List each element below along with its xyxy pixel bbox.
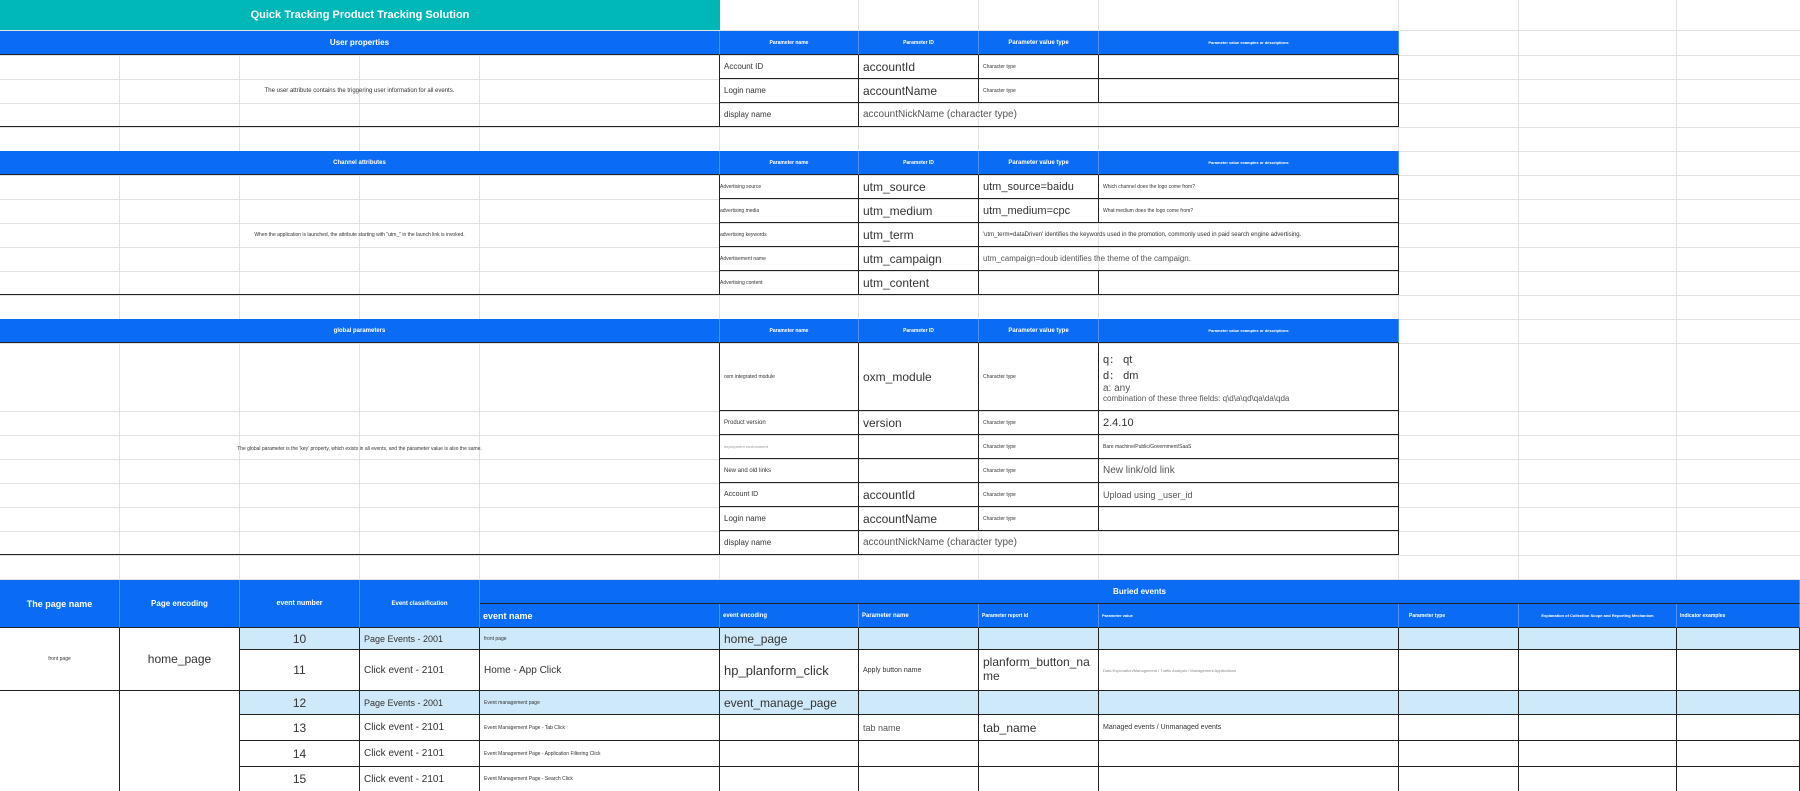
event-param-name: Apply button name [859, 650, 979, 691]
global-param-example: Upload using _user_id [1099, 483, 1399, 507]
event-param-type [1399, 650, 1519, 691]
global-param-name: Product version [720, 411, 859, 435]
user-prop-type: Character type [979, 79, 1099, 103]
example-line: a: any [1103, 382, 1131, 394]
event-param-type [1399, 691, 1519, 715]
channel-name: Advertising source [720, 175, 859, 199]
user-properties-description: The user attribute contains the triggering user information for all events. [0, 55, 720, 127]
event-classification: Click event - 2101 [360, 650, 480, 691]
global-param-name: New and old links [720, 459, 859, 483]
event-param-name: tab name [859, 715, 979, 741]
global-param-example [1099, 507, 1399, 531]
user-prop-id: accountId [859, 55, 979, 79]
global-param-example: 2.4.10 [1099, 411, 1399, 435]
event-classification: Page Events - 2001 [360, 628, 480, 650]
col-parameter-id: Parameter ID [859, 31, 979, 55]
event-param-name [859, 628, 979, 650]
event-name: Home - App Click [480, 650, 720, 691]
col-parameter-value-examples: Parameter value examples or descriptions [1099, 31, 1399, 55]
event-name: Event Management Page - Search Click [480, 767, 720, 791]
global-param-name: oxm integrated module [720, 343, 859, 411]
event-param-report-id [979, 628, 1099, 650]
event-name: Event management page [480, 691, 720, 715]
col-parameter-value-type: Parameter value type [979, 151, 1099, 175]
event-param-value [1099, 691, 1399, 715]
global-parameters-header: global parameters [0, 319, 720, 343]
global-param-name: deployment environment [720, 435, 859, 459]
example-line: d： dm [1103, 369, 1139, 382]
col-collection-explanation: Explanation of Collection Scope and Reporting Mechanism [1519, 604, 1677, 628]
event-explanation [1519, 715, 1677, 741]
col-event-number: event number [240, 580, 360, 628]
event-param-type [1399, 741, 1519, 767]
sheet-title: Quick Tracking Product Tracking Solution [0, 0, 720, 30]
event-explanation [1519, 767, 1677, 791]
user-prop-example [1099, 79, 1399, 103]
channel-id: utm_content [859, 271, 979, 295]
event-param-value [1099, 628, 1399, 650]
global-param-name: display name [720, 531, 859, 555]
event-explanation [1519, 741, 1677, 767]
channel-type: utm_campaign=doub identifies the theme of the campaign. [979, 247, 1399, 271]
event-number: 12 [240, 691, 360, 715]
col-event-param-name: Parameter name [859, 604, 979, 628]
event-indicator [1677, 691, 1800, 715]
global-param-id: accountId [859, 483, 979, 507]
event-param-name [859, 691, 979, 715]
global-param-id [859, 435, 979, 459]
event-classification: Click event - 2101 [360, 767, 480, 791]
event-name: front page [480, 628, 720, 650]
page-encoding-event-management [120, 691, 240, 791]
channel-name: advertising keywords [720, 223, 859, 247]
col-parameter-value-examples: Parameter value examples or descriptions [1099, 151, 1399, 175]
page-name-event-management [0, 691, 120, 791]
event-indicator [1677, 741, 1800, 767]
page-name-front-page: front page [0, 628, 120, 691]
col-page-name: The page name [0, 580, 120, 628]
col-event-encoding: event encoding [720, 604, 859, 628]
global-param-name: Account ID [720, 483, 859, 507]
event-param-report-id [979, 767, 1099, 791]
event-indicator [1677, 767, 1800, 791]
event-param-report-id: planform_button_name [979, 650, 1099, 691]
global-param-name: Login name [720, 507, 859, 531]
event-indicator [1677, 628, 1800, 650]
event-param-value: Managed events / Unmanaged events [1099, 715, 1399, 741]
event-classification: Click event - 2101 [360, 715, 480, 741]
event-classification: Page Events - 2001 [360, 691, 480, 715]
event-name: Event Management Page - Application Filtering Click [480, 741, 720, 767]
col-parameter-value-type: Parameter value type [979, 319, 1099, 343]
event-param-value [1099, 741, 1399, 767]
global-param-type: Character type [979, 411, 1099, 435]
event-indicator [1677, 715, 1800, 741]
col-param-value: Parameter value [1099, 604, 1399, 628]
event-encoding: home_page [720, 628, 859, 650]
event-param-value: Data Exploration/Management / Traffic Analysis / Management Applications [1099, 650, 1399, 691]
event-encoding [720, 715, 859, 741]
event-number: 11 [240, 650, 360, 691]
user-prop-example [1099, 55, 1399, 79]
channel-example: What medium does the logo come from? [1099, 199, 1399, 223]
user-properties-header: User properties [0, 31, 720, 55]
user-prop-name: Account ID [720, 55, 859, 79]
user-prop-name: Login name [720, 79, 859, 103]
page-encoding-home-page: home_page [120, 628, 240, 691]
col-parameter-id: Parameter ID [859, 319, 979, 343]
col-parameter-id: Parameter ID [859, 151, 979, 175]
channel-type: utm_source=baidu [979, 175, 1099, 199]
col-param-report-id: Parameter report id [979, 604, 1099, 628]
event-encoding: hp_planform_click [720, 650, 859, 691]
global-param-id: accountNickName (character type) [859, 531, 1399, 555]
event-encoding [720, 741, 859, 767]
global-parameters-description: The global parameter is the 'key' property, which exists in all events, and the parameter value is also the same. [0, 343, 720, 555]
channel-type [979, 271, 1099, 295]
channel-attributes-header: Channel attributes [0, 151, 720, 175]
global-param-type: Character type [979, 343, 1099, 411]
event-param-name [859, 767, 979, 791]
channel-attributes-description: When the application is launched, the attribute starting with "utm_" in the launch link is invoked. [0, 175, 720, 295]
channel-name: advertising media [720, 199, 859, 223]
col-param-type: Parameter type [1399, 604, 1519, 628]
channel-id: utm_medium [859, 199, 979, 223]
col-parameter-value-type: Parameter value type [979, 31, 1099, 55]
col-event-name: event name [480, 604, 720, 628]
buried-events-header: Buried events [480, 580, 1800, 604]
user-prop-id: accountNickName (character type) [859, 103, 1399, 127]
global-param-id: oxm_module [859, 343, 979, 411]
user-prop-name: display name [720, 103, 859, 127]
channel-name: Advertising content [720, 271, 859, 295]
global-param-id: accountName [859, 507, 979, 531]
event-number: 14 [240, 741, 360, 767]
event-param-type [1399, 767, 1519, 791]
col-parameter-name: Parameter name [720, 319, 859, 343]
col-parameter-name: Parameter name [720, 31, 859, 55]
event-number: 15 [240, 767, 360, 791]
event-number: 10 [240, 628, 360, 650]
channel-name: Advertisement name [720, 247, 859, 271]
event-param-type [1399, 715, 1519, 741]
channel-id: utm_source [859, 175, 979, 199]
global-param-type: Character type [979, 507, 1099, 531]
global-param-type: Character type [979, 459, 1099, 483]
user-prop-id: accountName [859, 79, 979, 103]
example-line: combination of these three fields: q\d\a\qd\qa\da\qda [1103, 393, 1290, 403]
event-param-report-id: tab_name [979, 715, 1099, 741]
event-param-report-id [979, 691, 1099, 715]
col-indicator-examples: Indicator examples [1677, 604, 1800, 628]
event-param-type [1399, 628, 1519, 650]
event-param-report-id [979, 741, 1099, 767]
global-param-example [1099, 343, 1399, 411]
event-name: Event Management Page - Tab Click [480, 715, 720, 741]
channel-type: utm_medium=cpc [979, 199, 1099, 223]
col-parameter-name: Parameter name [720, 151, 859, 175]
event-param-value [1099, 767, 1399, 791]
event-explanation [1519, 691, 1677, 715]
col-page-encoding: Page encoding [120, 580, 240, 628]
channel-id: utm_campaign [859, 247, 979, 271]
example-line: q： qt [1103, 353, 1133, 366]
global-param-type: Character type [979, 435, 1099, 459]
event-indicator [1677, 650, 1800, 691]
channel-example: Which channel does the logo come from? [1099, 175, 1399, 199]
channel-example [1099, 271, 1399, 295]
col-event-classification: Event classification [360, 580, 480, 628]
event-encoding [720, 767, 859, 791]
event-explanation [1519, 650, 1677, 691]
channel-id: utm_term [859, 223, 979, 247]
user-prop-type: Character type [979, 55, 1099, 79]
global-param-id: version [859, 411, 979, 435]
event-encoding: event_manage_page [720, 691, 859, 715]
global-param-example: Bare machine/Public/Government/SaaS [1099, 435, 1399, 459]
channel-type: 'utm_term=dataDriven' identifies the keywords used in the promotion, commonly used in paid search engine advertising. [979, 223, 1399, 247]
event-classification: Click event - 2101 [360, 741, 480, 767]
global-param-type: Character type [979, 483, 1099, 507]
event-param-name [859, 741, 979, 767]
event-number: 13 [240, 715, 360, 741]
global-param-example: New link/old link [1099, 459, 1399, 483]
global-param-id [859, 459, 979, 483]
col-parameter-value-examples: Parameter value examples or descriptions [1099, 319, 1399, 343]
event-explanation [1519, 628, 1677, 650]
